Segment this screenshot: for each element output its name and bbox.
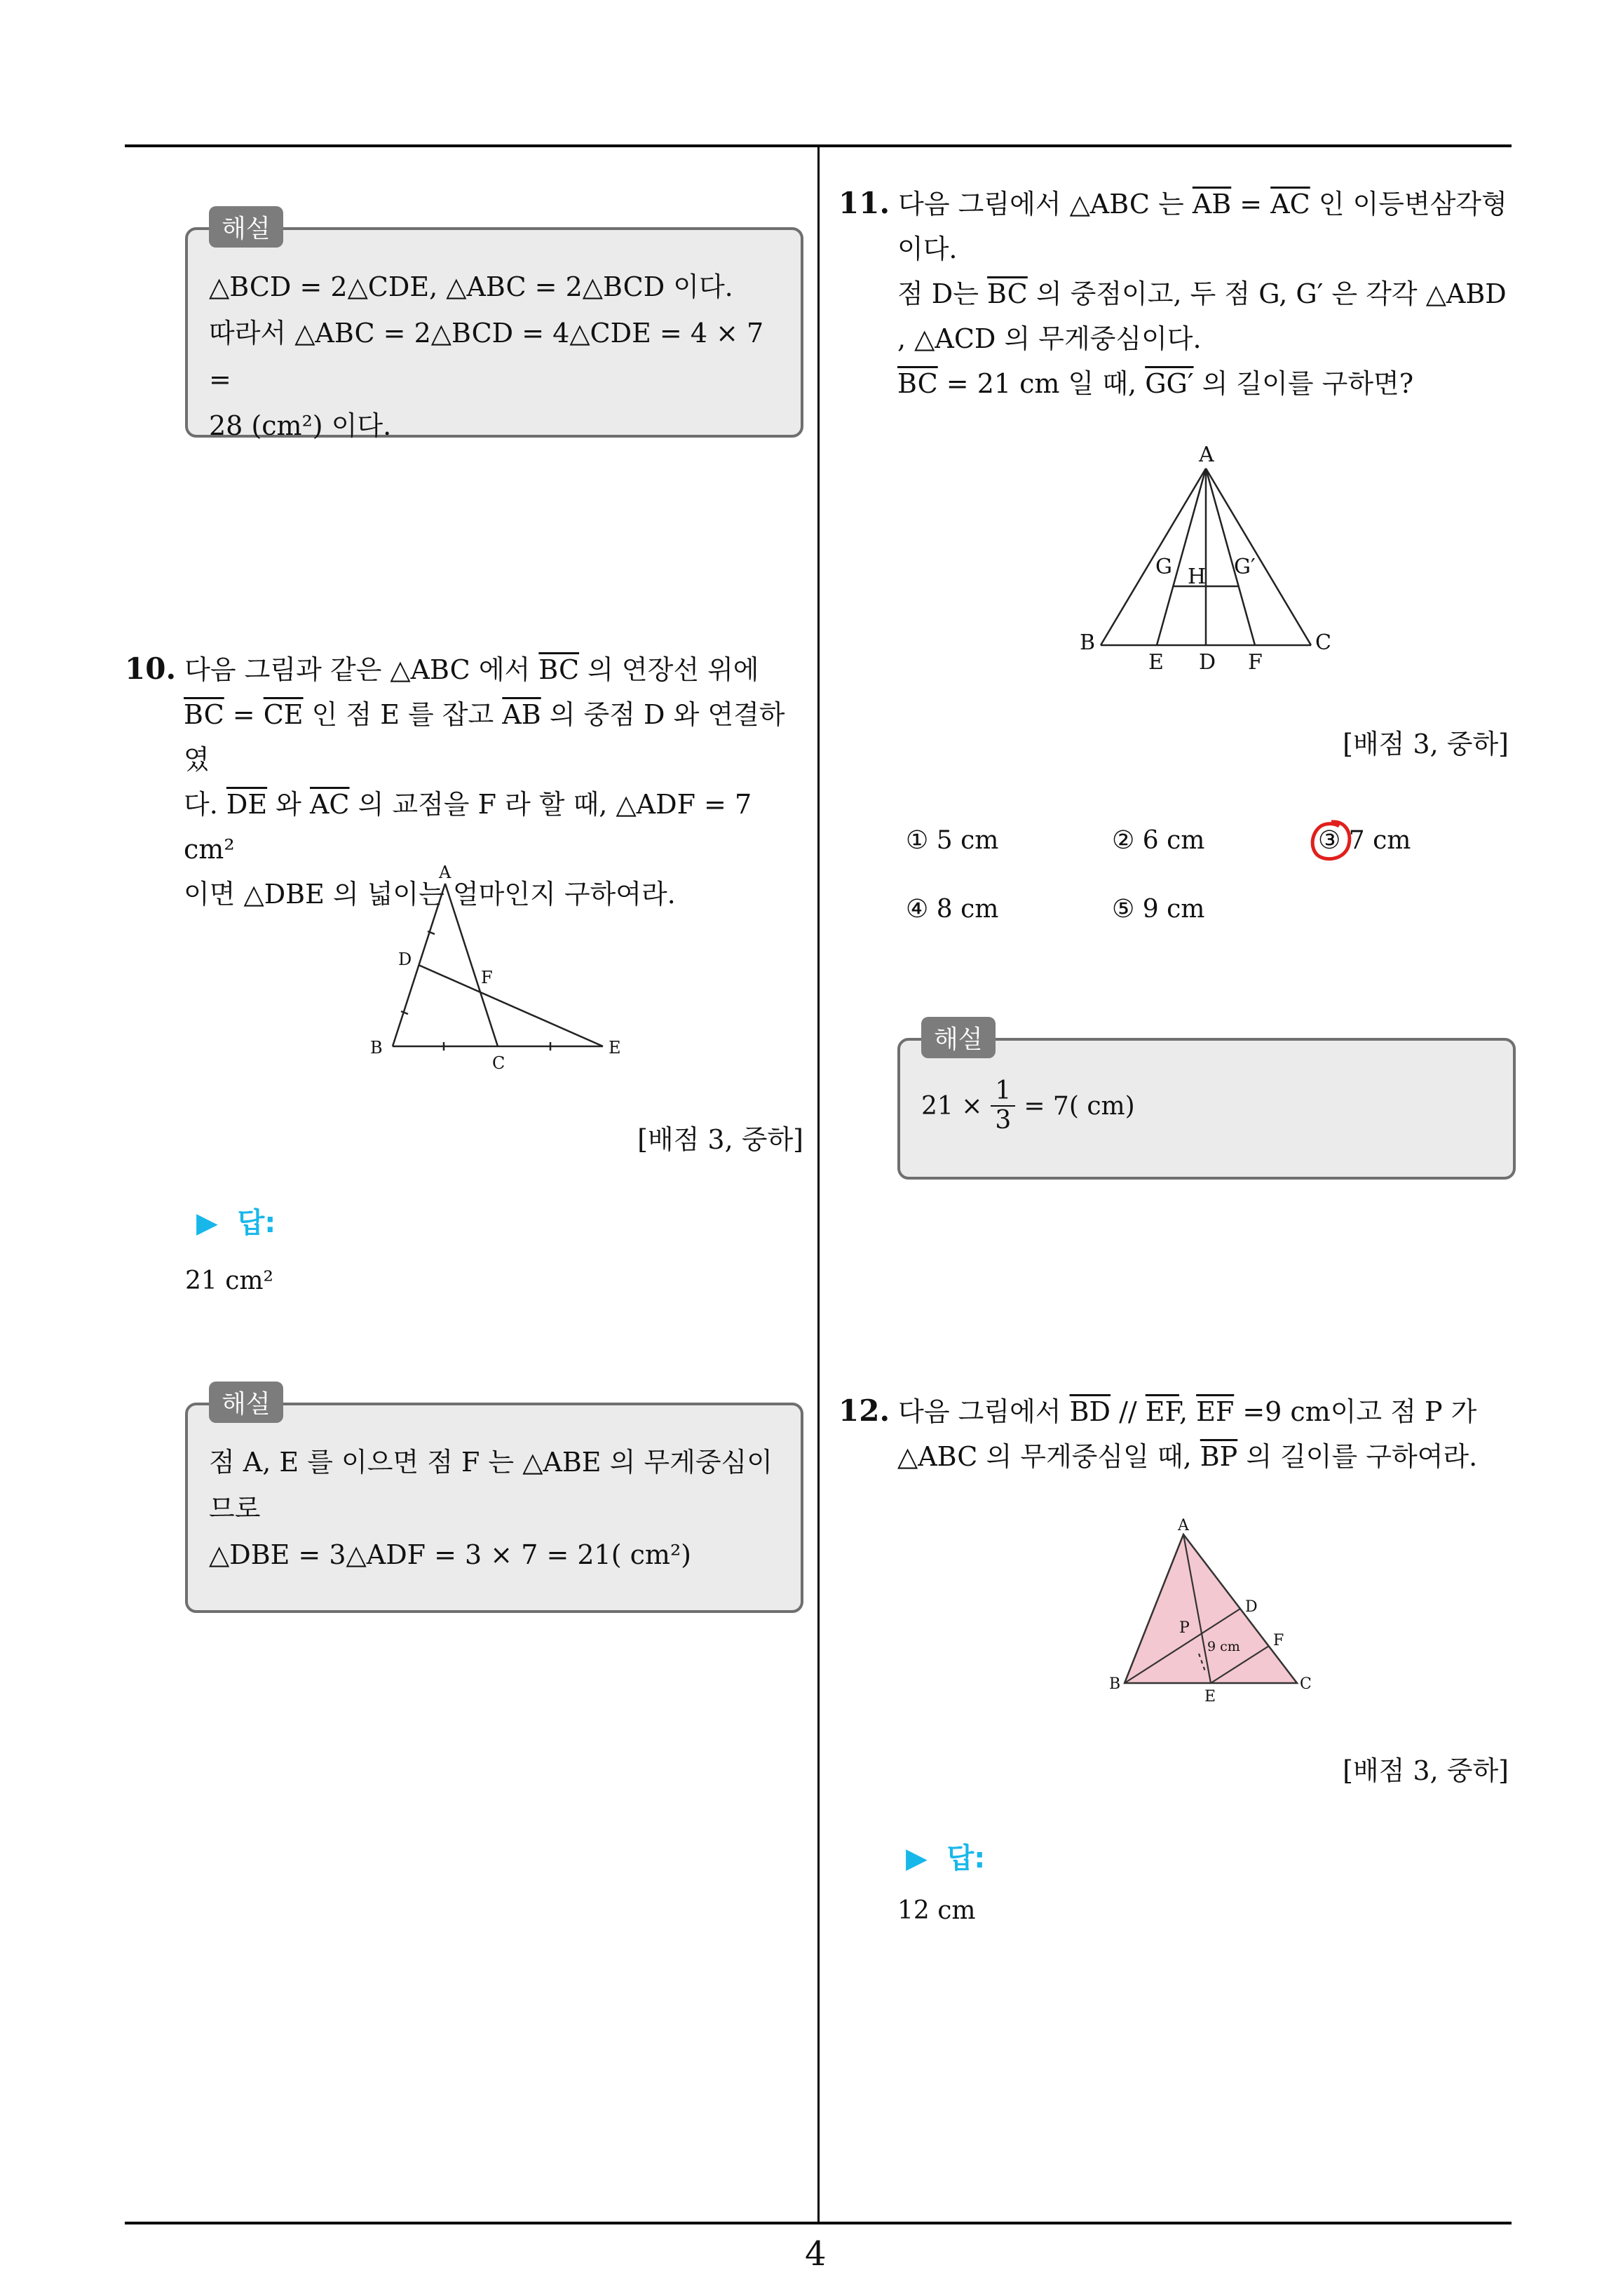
label-d: D bbox=[1199, 650, 1216, 675]
formula-prefix: 21 × bbox=[921, 1091, 983, 1121]
q12-number: 12. bbox=[838, 1393, 890, 1428]
label-b: B bbox=[1080, 630, 1096, 655]
q11-figure bbox=[1073, 435, 1353, 680]
q11-line bbox=[838, 361, 1526, 406]
text: 다음 그림과 같은 △ABC 에서 bbox=[184, 654, 539, 685]
label-b: B bbox=[1109, 1675, 1121, 1693]
segment-gg: GG′ bbox=[1145, 368, 1194, 399]
q11-question bbox=[838, 181, 1526, 406]
segment-ce: $\overline{CE}$ bbox=[263, 699, 304, 730]
q11-number: 11. bbox=[838, 186, 890, 220]
q9-solution-line: 28 (cm²) 이다. bbox=[209, 410, 392, 441]
label-p: P bbox=[1179, 1619, 1190, 1637]
column-divider bbox=[817, 144, 820, 2223]
text: 의 중점 D 와 연결하였 bbox=[184, 699, 785, 775]
text: 다음 그림에서 bbox=[898, 1396, 1070, 1427]
q10-solution-text bbox=[209, 1439, 784, 1578]
q11-solution-box bbox=[897, 1025, 1516, 1180]
label-c: C bbox=[1315, 630, 1331, 655]
fraction bbox=[991, 1077, 1015, 1135]
label-d: D bbox=[398, 950, 412, 969]
label-f: F bbox=[1273, 1632, 1284, 1649]
q9-solution-line: △BCD = 2△CDE, △ABC = 2△BCD 이다. bbox=[209, 271, 733, 302]
q12-line bbox=[838, 1434, 1526, 1479]
text: 점 D는 bbox=[897, 278, 988, 309]
segment-bc: $\overline{BC}$ bbox=[897, 368, 938, 399]
formula-suffix: = 7( cm) bbox=[1024, 1091, 1135, 1121]
q12-score: [배점 3, 중하] bbox=[1343, 1755, 1509, 1786]
triangle-abc bbox=[1125, 1534, 1297, 1683]
q10-figure bbox=[365, 863, 631, 1087]
text: 의 교점을 F 라 할 때, △ADF = 7 cm² bbox=[184, 789, 752, 865]
segment-bd: $\overline{BD}$ bbox=[1069, 1396, 1111, 1427]
solution-tag: 해설 bbox=[921, 1017, 996, 1058]
label-e: E bbox=[609, 1038, 621, 1058]
text: = 21 cm 일 때, bbox=[937, 368, 1146, 399]
q10-line bbox=[125, 692, 805, 782]
label-a: A bbox=[439, 863, 451, 882]
label-g: G bbox=[1155, 555, 1172, 579]
q9-solution-text bbox=[209, 264, 784, 449]
label-a: A bbox=[1199, 443, 1214, 467]
page-number: 4 bbox=[805, 2234, 827, 2274]
q12-question bbox=[838, 1389, 1526, 1479]
choice-5[interactable]: ⑤ 9 cm bbox=[1112, 895, 1205, 924]
line-ac bbox=[1206, 468, 1311, 645]
label-d: D bbox=[1245, 1598, 1258, 1616]
fraction-numerator: 1 bbox=[991, 1077, 1015, 1107]
arrow-icon: ▶ bbox=[906, 1842, 928, 1875]
q10-solution-line: 점 A, E 를 이으면 점 F 는 △ABE 의 무게중심이 bbox=[209, 1447, 773, 1478]
q11-line bbox=[838, 271, 1526, 316]
text: =9 cm이고 점 P 가 bbox=[1234, 1396, 1477, 1427]
q10-line bbox=[125, 782, 805, 872]
text: △ABC 의 무게중심일 때, bbox=[897, 1441, 1200, 1472]
segment-ef: $\overline{EF}$ bbox=[1145, 1396, 1179, 1427]
label-h: H bbox=[1188, 565, 1207, 589]
q12-answer-label bbox=[906, 1836, 985, 1876]
choice-2[interactable]: ② 6 cm bbox=[1112, 826, 1205, 855]
segment-ab: $\overline{AB}$ bbox=[1192, 189, 1232, 220]
solution-tag: 해설 bbox=[209, 1382, 283, 1423]
q11-solution-formula bbox=[921, 1077, 1135, 1135]
segment-bc: $\overline{BC}$ bbox=[987, 278, 1028, 309]
text: 와 bbox=[267, 789, 310, 820]
arrow-icon: ▶ bbox=[196, 1207, 218, 1239]
choice-1[interactable]: ① 5 cm bbox=[906, 826, 999, 855]
text: 의 길이를 구하여라. bbox=[1237, 1441, 1478, 1472]
answer-label-text: 답: bbox=[237, 1207, 276, 1239]
text: = bbox=[224, 699, 264, 730]
segment-bc: $\overline{BC}$ bbox=[184, 699, 224, 730]
q11-line: 이다. bbox=[897, 234, 958, 264]
q12-answer: 12 cm bbox=[897, 1896, 976, 1925]
q11-line: , △ACD 의 무게중심이다. bbox=[897, 323, 1202, 354]
segment-bp: $\overline{BP}$ bbox=[1200, 1441, 1238, 1472]
q10-score: [배점 3, 중하] bbox=[637, 1124, 803, 1155]
segment-ac: $\overline{AC}$ bbox=[1270, 189, 1310, 220]
label-len: 9 cm bbox=[1207, 1639, 1240, 1654]
label-f: F bbox=[1248, 650, 1263, 675]
label-a: A bbox=[1178, 1517, 1189, 1534]
q11-line bbox=[838, 181, 1526, 227]
q9-solution-line: 따라서 △ABC = 2△BCD = 4△CDE = 4 × 7 = bbox=[209, 318, 764, 395]
q11-score: [배점 3, 중하] bbox=[1343, 729, 1509, 759]
segment-ef: $\overline{EF}$ bbox=[1196, 1396, 1235, 1427]
q10-line: 이면 △DBE 의 넓이는 얼마인지 구하여라. bbox=[184, 879, 676, 910]
selected-mark-icon bbox=[1307, 818, 1356, 867]
choice-4[interactable]: ④ 8 cm bbox=[906, 895, 999, 924]
label-g-prime: G′ bbox=[1234, 555, 1256, 579]
segment-bc: $\overline{BC}$ bbox=[538, 654, 580, 685]
segment-de: $\overline{DE}$ bbox=[226, 789, 268, 820]
q12-figure bbox=[1101, 1515, 1325, 1711]
q9-solution-box bbox=[185, 215, 803, 441]
q10-number: 10. bbox=[125, 651, 177, 686]
line-ac bbox=[445, 884, 498, 1046]
text: 의 연장선 위에 bbox=[579, 654, 759, 685]
solution-tag: 해설 bbox=[209, 206, 283, 248]
q10-answer: 21 cm² bbox=[185, 1267, 273, 1295]
label-c: C bbox=[1300, 1675, 1312, 1693]
q10-solution-line: 므로 bbox=[209, 1493, 261, 1524]
fraction-denominator: 3 bbox=[995, 1106, 1012, 1135]
label-e: E bbox=[1204, 1688, 1216, 1706]
q10-answer-label bbox=[196, 1201, 276, 1241]
line-de bbox=[419, 965, 603, 1046]
label-f: F bbox=[481, 968, 493, 987]
text: 다. bbox=[184, 789, 226, 820]
label-b: B bbox=[370, 1038, 383, 1058]
text: 인 점 E 를 잡고 bbox=[303, 699, 503, 730]
q10-line bbox=[125, 647, 805, 692]
q12-line bbox=[838, 1389, 1526, 1434]
text: 의 길이를 구하면? bbox=[1193, 368, 1414, 399]
text: , bbox=[1179, 1396, 1197, 1427]
text: 인 이등변삼각형 bbox=[1310, 189, 1507, 220]
segment-ac: $\overline{AC}$ bbox=[309, 789, 350, 820]
answer-label-text: 답: bbox=[946, 1842, 986, 1875]
text: 다음 그림에서 △ABC 는 bbox=[898, 189, 1193, 220]
label-c: C bbox=[492, 1053, 505, 1073]
choice-3[interactable]: ③ 7 cm bbox=[1318, 826, 1411, 855]
segment-ab: $\overline{AB}$ bbox=[502, 699, 541, 730]
q10-solution-box bbox=[185, 1390, 803, 1613]
text: 의 중점이고, 두 점 G, G′ 은 각각 △ABD bbox=[1027, 278, 1507, 309]
q10-solution-line: △DBE = 3△ADF = 3 × 7 = 21( cm²) bbox=[209, 1539, 692, 1570]
text: // bbox=[1111, 1396, 1146, 1427]
text: = bbox=[1231, 189, 1271, 220]
label-e: E bbox=[1148, 650, 1164, 675]
